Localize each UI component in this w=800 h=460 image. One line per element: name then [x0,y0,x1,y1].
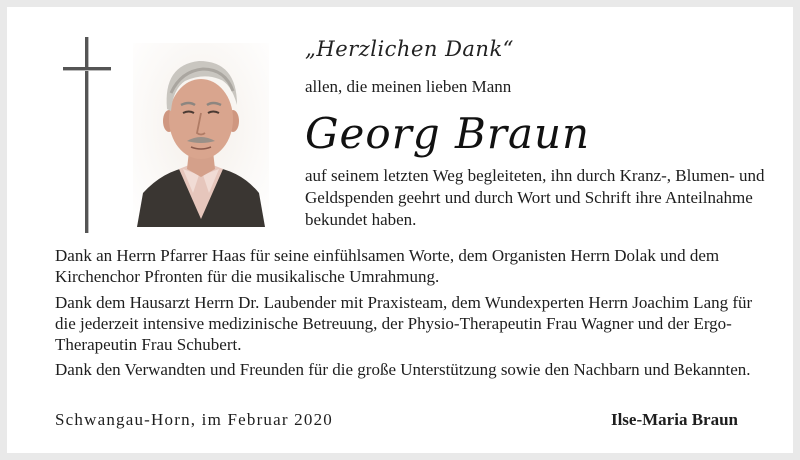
thanks-heading: „Herzlichen Dank“ [305,37,514,61]
portrait-photo [133,43,269,227]
cross-icon [61,37,113,233]
intro-text: auf seinem letzten Weg begleiteten, ihn durch Kranz-, Blumen- und Geldspenden geehrt und durch Wort und Schrift ihre Anteilnahme bekundet haben. [305,166,765,229]
place-date: Schwangau-Horn, im Februar 2020 [55,410,333,429]
thanks-paragraph-family: Dank den Verwandten und Freunden für die große Unterstützung sowie den Nachbarn und Bekannten. [55,360,751,379]
thanks-paragraph-medical: Dank dem Hausarzt Herrn Dr. Laubender mit Praxisteam, dem Wundexperten Herrn Joachim Lang für die jederzeit intensive medizinische Betreuung, der Physio-Therapeutin Frau Wagner und der Ergo-Therapeutin Frau Schubert. [55,293,753,354]
obituary-card [7,7,793,453]
signer-name: Ilse-Maria Braun [610,410,738,429]
thanks-paragraph-clergy: Dank an Herrn Pfarrer Haas für seine einfühlsamen Worte, dem Organisten Herrn Dolak und dem Kirchenchor Pfronten für die musikalische Umrahmung. [55,246,720,286]
deceased-name: Georg Braun [305,109,591,158]
address-line: allen, die meinen lieben Mann [305,77,512,96]
